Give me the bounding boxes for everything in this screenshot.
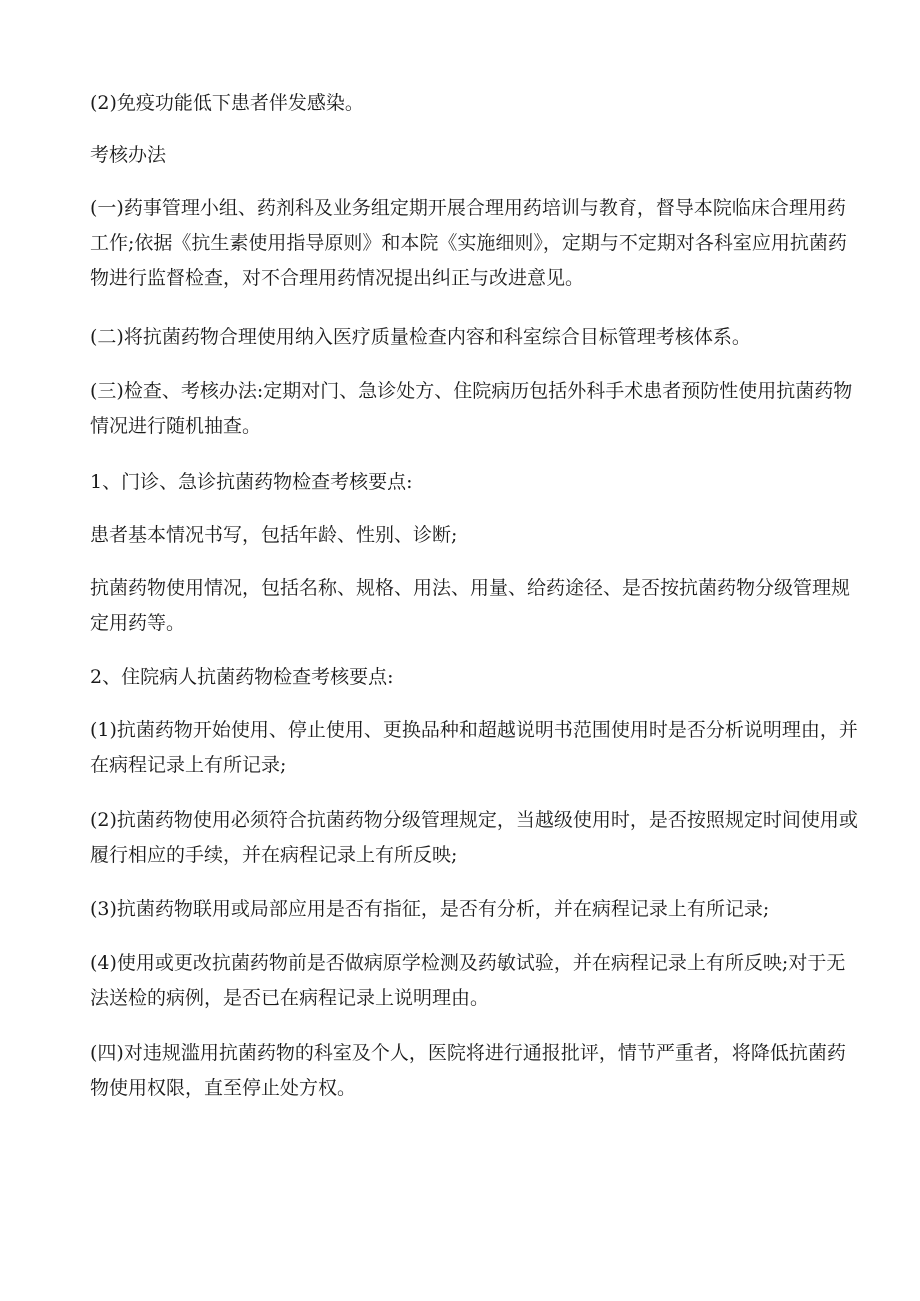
subheading-outpatient-check-points: 1、门诊、急诊抗菌药物检查考核要点:	[90, 471, 413, 493]
paragraph-item-3-inspection-method: (三)检查、考核办法:定期对门、急诊处方、住院病历包括外科手术患者预防性使用抗菌药物情况进行随机抽查。	[90, 380, 853, 437]
paragraph-inpatient-point-3: (3)抗菌药物联用或局部应用是否有指征，是否有分析，并在病程记录上有所记录;	[90, 898, 770, 920]
paragraph-drug-usage-info: 抗菌药物使用情况，包括名称、规格、用法、用量、给药途径、是否按抗菌药物分级管理规定用药等。	[90, 577, 851, 634]
paragraph-item-2-quality-inclusion: (二)将抗菌药物合理使用纳入医疗质量检查内容和科室综合目标管理考核体系。	[90, 326, 751, 348]
section-heading-assessment-method: 考核办法	[90, 144, 167, 166]
paragraph-inpatient-point-1: (1)抗菌药物开始使用、停止使用、更换品种和超越说明书范围使用时是否分析说明理由，并在病程记录上有所记录;	[90, 719, 858, 776]
paragraph-item-1-training-supervision: (一)药事管理小组、药剂科及业务组定期开展合理用药培训与教育，督导本院临床合理用药工作;依据《抗生素使用指导原则》和本院《实施细则》，定期与不定期对各科室应用抗菌药物进行监督检查，对不合理用药情况提出纠正与改进意见。	[90, 197, 847, 289]
paragraph-inpatient-point-2: (2)抗菌药物使用必须符合抗菌药物分级管理规定，当越级使用时，是否按照规定时间使用或履行相应的手续，并在病程记录上有所反映;	[90, 809, 858, 866]
paragraph-patient-basic-info: 患者基本情况书写，包括年龄、性别、诊断;	[90, 524, 458, 546]
subheading-inpatient-check-points: 2、住院病人抗菌药物检查考核要点:	[90, 666, 394, 688]
paragraph-inpatient-point-4: (4)使用或更改抗菌药物前是否做病原学检测及药敏试验，并在病程记录上有所反映;对于无法送检的病例，是否已在病程记录上说明理由。	[90, 952, 846, 1009]
paragraph-immunocompromised-infection: (2)免疫功能低下患者伴发感染。	[90, 92, 364, 114]
paragraph-item-4-violation-penalty: (四)对违规滥用抗菌药物的科室及个人，医院将进行通报批评，情节严重者，将降低抗菌药物使用权限，直至停止处方权。	[90, 1042, 846, 1099]
